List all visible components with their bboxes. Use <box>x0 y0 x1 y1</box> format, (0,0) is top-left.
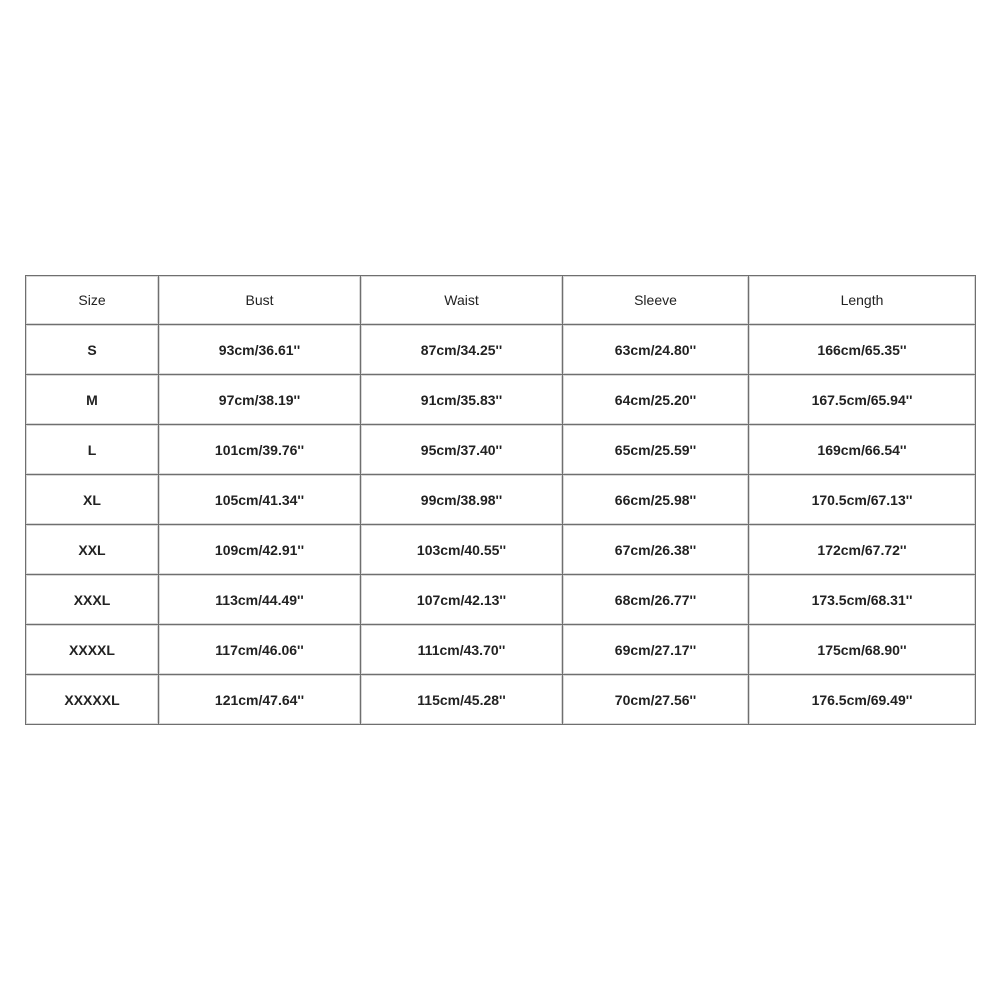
bust-cell: 101cm/39.76'' <box>159 425 361 475</box>
size-cell: XL <box>26 475 159 525</box>
size-cell: S <box>26 325 159 375</box>
table-header-row <box>26 276 976 325</box>
table-row <box>26 675 976 725</box>
bust-cell: 117cm/46.06'' <box>159 625 361 675</box>
bust-cell: 113cm/44.49'' <box>159 575 361 625</box>
waist-cell: 95cm/37.40'' <box>361 425 563 475</box>
sleeve-cell: 65cm/25.59'' <box>563 425 749 475</box>
sleeve-cell: 64cm/25.20'' <box>563 375 749 425</box>
length-cell: 172cm/67.72'' <box>749 525 976 575</box>
size-cell: M <box>26 375 159 425</box>
table-row <box>26 625 976 675</box>
sleeve-cell: 63cm/24.80'' <box>563 325 749 375</box>
waist-cell: 99cm/38.98'' <box>361 475 563 525</box>
length-cell: 169cm/66.54'' <box>749 425 976 475</box>
length-cell: 170.5cm/67.13'' <box>749 475 976 525</box>
waist-cell: 103cm/40.55'' <box>361 525 563 575</box>
waist-cell: 107cm/42.13'' <box>361 575 563 625</box>
bust-cell: 97cm/38.19'' <box>159 375 361 425</box>
length-cell: 166cm/65.35'' <box>749 325 976 375</box>
header-size: Size <box>26 276 159 325</box>
header-bust: Bust <box>159 276 361 325</box>
waist-cell: 115cm/45.28'' <box>361 675 563 725</box>
length-cell: 173.5cm/68.31'' <box>749 575 976 625</box>
bust-cell: 93cm/36.61'' <box>159 325 361 375</box>
table-row <box>26 525 976 575</box>
size-cell: L <box>26 425 159 475</box>
table-row <box>26 575 976 625</box>
sleeve-cell: 67cm/26.38'' <box>563 525 749 575</box>
bust-cell: 121cm/47.64'' <box>159 675 361 725</box>
table-row <box>26 325 976 375</box>
waist-cell: 91cm/35.83'' <box>361 375 563 425</box>
header-length: Length <box>749 276 976 325</box>
size-cell: XXXXXL <box>26 675 159 725</box>
sleeve-cell: 70cm/27.56'' <box>563 675 749 725</box>
waist-cell: 87cm/34.25'' <box>361 325 563 375</box>
length-cell: 175cm/68.90'' <box>749 625 976 675</box>
sleeve-cell: 69cm/27.17'' <box>563 625 749 675</box>
size-cell: XXXL <box>26 575 159 625</box>
table-row <box>26 475 976 525</box>
table-row <box>26 375 976 425</box>
size-cell: XXXXL <box>26 625 159 675</box>
size-cell: XXL <box>26 525 159 575</box>
length-cell: 167.5cm/65.94'' <box>749 375 976 425</box>
header-waist: Waist <box>361 276 563 325</box>
sleeve-cell: 68cm/26.77'' <box>563 575 749 625</box>
size-chart-table <box>25 275 976 725</box>
header-sleeve: Sleeve <box>563 276 749 325</box>
bust-cell: 105cm/41.34'' <box>159 475 361 525</box>
waist-cell: 111cm/43.70'' <box>361 625 563 675</box>
bust-cell: 109cm/42.91'' <box>159 525 361 575</box>
length-cell: 176.5cm/69.49'' <box>749 675 976 725</box>
table-row <box>26 425 976 475</box>
sleeve-cell: 66cm/25.98'' <box>563 475 749 525</box>
